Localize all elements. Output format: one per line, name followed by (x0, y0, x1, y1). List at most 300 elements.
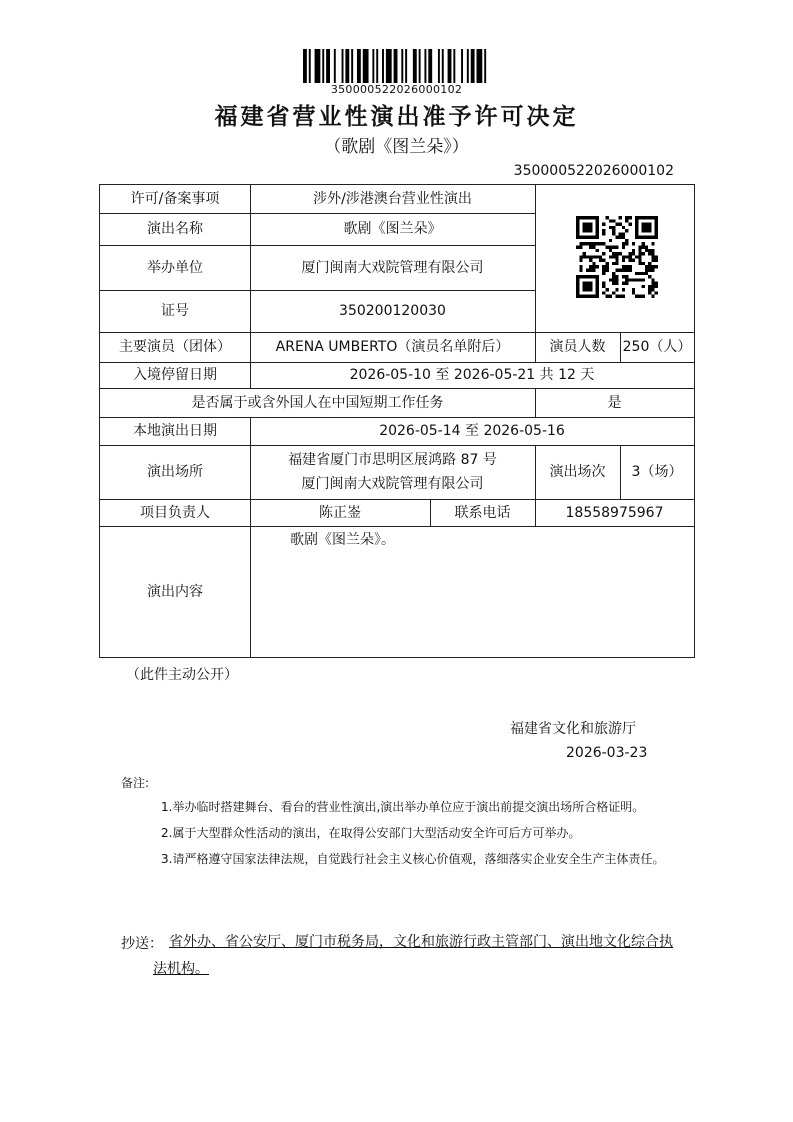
qr-module (628, 223, 631, 226)
qr-module (586, 255, 589, 258)
qr-module (638, 249, 641, 252)
qr-module (632, 252, 635, 255)
qr-module (609, 239, 612, 242)
qr-module (579, 246, 582, 249)
qr-module (648, 275, 651, 278)
public-disclosure-note: （此件主动公开） (126, 667, 238, 683)
qr-module (638, 236, 641, 239)
cc-recipients-text: 省外办、省公安厅、厦门市税务局，文化和旅游行政主管部门、演出地文化综合执法机构。 (153, 934, 673, 977)
qr-module (638, 255, 641, 258)
qr-module (655, 232, 658, 235)
qr-module (635, 232, 638, 235)
content-value: 歌剧《图兰朵》。 (290, 532, 395, 548)
qr-module (638, 272, 641, 275)
qr-module (612, 272, 615, 275)
qr-module (596, 288, 599, 291)
qr-module (602, 223, 605, 226)
qr-module (612, 262, 615, 265)
qr-module (596, 223, 599, 226)
qr-module (622, 275, 625, 278)
qr-module (583, 255, 586, 258)
qr-module (615, 255, 618, 258)
qr-module (622, 226, 625, 229)
document-title: 福建省营业性演出准予许可决定 (214, 104, 579, 130)
qr-module (648, 252, 651, 255)
qr-module (619, 252, 622, 255)
qr-module (592, 262, 595, 265)
barcode-bar (477, 49, 483, 83)
qr-module (602, 259, 605, 262)
qr-module (645, 249, 648, 252)
issue-date: 2026-03-23 (566, 745, 648, 761)
qr-module (655, 285, 658, 288)
qr-module (609, 295, 612, 298)
qr-module (615, 246, 618, 249)
qr-module (615, 223, 618, 226)
qr-module (609, 249, 612, 252)
barcode-bar (345, 49, 349, 83)
barcode-bar (334, 49, 336, 83)
qr-module (576, 236, 579, 239)
barcode-bar (351, 49, 353, 83)
qr-module (576, 232, 579, 235)
qr-module (648, 291, 651, 294)
qr-module (579, 259, 582, 262)
foreign-work-value: 是 (607, 394, 622, 411)
document-number: 350000522026000102 (513, 163, 674, 179)
qr-module (628, 265, 631, 268)
show-name-value: 歌剧《图兰朵》 (343, 221, 442, 237)
qr-module (589, 268, 592, 271)
qr-module (642, 229, 645, 232)
barcode-bar (405, 49, 407, 83)
qr-module (622, 265, 625, 268)
qr-module (596, 265, 599, 268)
qr-module (596, 255, 599, 258)
qr-module (579, 295, 582, 298)
barcode-bar (326, 49, 330, 83)
qr-module (596, 285, 599, 288)
qr-module (632, 291, 635, 294)
qr-module (579, 275, 582, 278)
qr-module (596, 282, 599, 285)
qr-module (596, 226, 599, 229)
qr-module (625, 229, 628, 232)
qr-module (632, 278, 635, 281)
qr-module (586, 268, 589, 271)
barcode-bar (322, 49, 324, 83)
cc-label: 抄送： (121, 936, 163, 952)
organizer-value: 厦门闽南大戏院管理有限公司 (301, 259, 484, 276)
qr-module (645, 229, 648, 232)
note-item: 2.属于大型群众性活动的演出，在取得公安部门大型活动安全许可后方可举办。 (161, 826, 581, 840)
qr-module (606, 262, 609, 265)
qr-module (586, 229, 589, 232)
qr-module (648, 268, 651, 271)
qr-module (645, 272, 648, 275)
qr-module (642, 216, 645, 219)
qr-module (645, 246, 648, 249)
qr-module (651, 252, 654, 255)
qr-module (596, 275, 599, 278)
qr-module (622, 288, 625, 291)
qr-module (583, 252, 586, 255)
barcode-bar (419, 49, 421, 83)
barcode-bar (401, 49, 403, 83)
permit-table (99, 184, 695, 658)
sessions-label: 演出场次 (549, 464, 606, 480)
qr-module (579, 216, 582, 219)
qr-module (602, 232, 605, 235)
qr-module (651, 265, 654, 268)
venue-address: 福建省厦门市思明区展鸿路 87 号 (288, 452, 497, 468)
qr-module (632, 288, 635, 291)
qr-module (622, 236, 625, 239)
qr-module (642, 262, 645, 265)
barcode-bar (424, 49, 426, 83)
venue-label: 演出场所 (147, 464, 203, 480)
qr-code (576, 216, 658, 298)
qr-module (651, 268, 654, 271)
qr-module (589, 285, 592, 288)
qr-module (583, 216, 586, 219)
qr-module (655, 229, 658, 232)
qr-module (612, 282, 615, 285)
barcode (303, 49, 490, 83)
qr-module (628, 268, 631, 271)
qr-module (648, 265, 651, 268)
qr-module (592, 236, 595, 239)
qr-module (583, 229, 586, 232)
sessions-value: 3（场） (631, 464, 683, 480)
qr-module (635, 229, 638, 232)
license-type-value: 涉外/涉港澳台营业性演出 (313, 191, 472, 207)
qr-module (625, 278, 628, 281)
qr-module (583, 236, 586, 239)
qr-module (648, 229, 651, 232)
qr-module (606, 268, 609, 271)
qr-module (655, 236, 658, 239)
qr-module (655, 223, 658, 226)
qr-module (589, 223, 592, 226)
barcode-bar (438, 49, 440, 83)
qr-module (609, 278, 612, 281)
qr-module (622, 295, 625, 298)
notes-heading: 备注: (121, 776, 150, 790)
qr-module (612, 229, 615, 232)
qr-module (589, 275, 592, 278)
qr-module (648, 262, 651, 265)
qr-module (609, 255, 612, 258)
qr-module (619, 216, 622, 219)
barcode-bar (413, 49, 417, 83)
cert-no-label: 证号 (161, 303, 189, 319)
qr-module (638, 246, 641, 249)
qr-module (576, 246, 579, 249)
barcode-bar (453, 49, 455, 83)
qr-module (576, 219, 579, 222)
qr-module (609, 226, 612, 229)
qr-module (628, 278, 631, 281)
qr-module (576, 216, 579, 219)
qr-module (635, 226, 638, 229)
qr-module (625, 282, 628, 285)
local-dates-value: 2026-05-14 至 2026-05-16 (379, 423, 565, 439)
qr-module (612, 219, 615, 222)
qr-module (583, 282, 586, 285)
phone-label: 联系电话 (454, 504, 511, 521)
qr-module (596, 236, 599, 239)
qr-module (576, 282, 579, 285)
qr-module (596, 219, 599, 222)
qr-module (642, 272, 645, 275)
qr-module (648, 226, 651, 229)
qr-module (655, 219, 658, 222)
qr-module (622, 255, 625, 258)
performer-count-label: 演员人数 (549, 339, 606, 355)
barcode-bar (382, 49, 384, 83)
qr-module (602, 282, 605, 285)
qr-module (645, 265, 648, 268)
qr-module (579, 236, 582, 239)
qr-module (576, 285, 579, 288)
qr-module (655, 259, 658, 262)
qr-module (586, 242, 589, 245)
qr-module (635, 219, 638, 222)
qr-module (589, 229, 592, 232)
qr-module (651, 216, 654, 219)
qr-module (638, 262, 641, 265)
qr-module (602, 272, 605, 275)
qr-module (606, 246, 609, 249)
qr-module (625, 242, 628, 245)
qr-module (635, 223, 638, 226)
qr-module (615, 278, 618, 281)
qr-module (622, 282, 625, 285)
license-type-label: 许可/备案事项 (130, 191, 220, 207)
qr-module (632, 242, 635, 245)
qr-module (602, 291, 605, 294)
qr-module (645, 226, 648, 229)
barcode-bar (309, 49, 311, 83)
qr-module (589, 265, 592, 268)
qr-module (642, 252, 645, 255)
qr-module (615, 262, 618, 265)
show-name-label: 演出名称 (147, 221, 203, 237)
qr-module (622, 268, 625, 271)
qr-module (642, 285, 645, 288)
qr-module (651, 249, 654, 252)
qr-module (596, 242, 599, 245)
qr-module (651, 295, 654, 298)
qr-module (576, 226, 579, 229)
qr-module (625, 265, 628, 268)
qr-module (612, 275, 615, 278)
qr-module (612, 246, 615, 249)
qr-module (638, 252, 641, 255)
qr-module (651, 255, 654, 258)
qr-module (642, 246, 645, 249)
qr-module (645, 216, 648, 219)
qr-module (622, 232, 625, 235)
qr-module (576, 275, 579, 278)
qr-module (655, 216, 658, 219)
qr-module (632, 249, 635, 252)
qr-module (586, 288, 589, 291)
qr-module (592, 246, 595, 249)
main-performers-label: 主要演员（团体） (119, 339, 231, 355)
main-performers-value: ARENA UMBERTO（演员名单附后） (275, 339, 510, 355)
qr-module (606, 288, 609, 291)
qr-module (592, 216, 595, 219)
qr-module (592, 265, 595, 268)
qr-module (596, 291, 599, 294)
qr-module (596, 249, 599, 252)
qr-module (638, 295, 641, 298)
qr-module (622, 259, 625, 262)
qr-module (628, 252, 631, 255)
qr-module (619, 232, 622, 235)
qr-module (609, 219, 612, 222)
qr-module (606, 216, 609, 219)
barcode-bar (484, 49, 486, 83)
qr-module (638, 259, 641, 262)
qr-module (606, 265, 609, 268)
qr-module (625, 219, 628, 222)
qr-module (579, 268, 582, 271)
qr-module (606, 295, 609, 298)
qr-module (592, 268, 595, 271)
qr-module (642, 226, 645, 229)
qr-module (609, 246, 612, 249)
qr-module (619, 295, 622, 298)
qr-module (589, 295, 592, 298)
qr-module (651, 236, 654, 239)
qr-module (651, 285, 654, 288)
qr-module (628, 216, 631, 219)
qr-module (635, 272, 638, 275)
qr-module (596, 278, 599, 281)
qr-module (583, 223, 586, 226)
qr-module (645, 223, 648, 226)
qr-module (642, 242, 645, 245)
barcode-bar (428, 49, 432, 83)
entry-stay-value: 2026-05-10 至 2026-05-21 共 12 天 (349, 367, 595, 383)
qr-module (642, 295, 645, 298)
qr-module (655, 282, 658, 285)
manager-label: 项目负责人 (140, 504, 210, 521)
qr-module (596, 295, 599, 298)
venue-value (250, 445, 535, 499)
qr-module (592, 295, 595, 298)
qr-module (651, 278, 654, 281)
qr-module (583, 288, 586, 291)
phone-value: 18558975967 (565, 504, 664, 521)
qr-module (589, 288, 592, 291)
qr-module (586, 236, 589, 239)
qr-module (655, 255, 658, 258)
barcode-bar (386, 49, 392, 83)
qr-module (651, 259, 654, 262)
qr-module (635, 295, 638, 298)
entry-stay-label: 入境停留日期 (133, 367, 217, 383)
cert-no-value: 350200120030 (339, 303, 446, 319)
qr-module (612, 226, 615, 229)
qr-module (589, 226, 592, 229)
note-item: 1.举办临时搭建舞台、看台的营业性演出,演出举办单位应于演出前提交演出场所合格证明。 (161, 800, 645, 814)
barcode-bar (342, 49, 344, 83)
qr-module (619, 268, 622, 271)
barcode-bar (372, 49, 374, 83)
barcode-bar (394, 49, 398, 83)
qr-module (586, 216, 589, 219)
barcode-bar (442, 49, 444, 83)
qr-module (612, 278, 615, 281)
qr-module (628, 255, 631, 258)
qr-module (635, 255, 638, 258)
qr-module (586, 295, 589, 298)
qr-module (586, 223, 589, 226)
qr-module (576, 291, 579, 294)
qr-module (612, 252, 615, 255)
qr-module (576, 229, 579, 232)
qr-module (579, 265, 582, 268)
qr-module (599, 259, 602, 262)
qr-module (642, 278, 645, 281)
qr-module (632, 259, 635, 262)
qr-module (602, 265, 605, 268)
barcode-bar (376, 49, 378, 83)
note-item: 3.请严格遵守国家法律法规，自觉践行社会主义核心价值观，落细落实企业安全生产主体责任。 (161, 852, 665, 866)
qr-module (651, 288, 654, 291)
qr-module (615, 259, 618, 262)
qr-module (602, 252, 605, 255)
qr-module (642, 223, 645, 226)
qr-module (592, 255, 595, 258)
barcode-bar (363, 49, 369, 83)
document-subtitle: （歌剧《图兰朵》） (324, 137, 469, 157)
qr-module (615, 236, 618, 239)
content-label: 演出内容 (147, 583, 203, 600)
qr-module (589, 282, 592, 285)
barcode-bar (357, 49, 361, 83)
qr-module (638, 278, 641, 281)
qr-module (592, 242, 595, 245)
qr-module (612, 291, 615, 294)
qr-module (586, 282, 589, 285)
qr-module (615, 282, 618, 285)
qr-module (579, 242, 582, 245)
qr-module (596, 216, 599, 219)
foreign-work-label: 是否属于或含外国人在中国短期工作任务 (191, 394, 444, 411)
qr-module (599, 242, 602, 245)
qr-module (589, 242, 592, 245)
qr-module (625, 268, 628, 271)
qr-module (648, 223, 651, 226)
qr-module (596, 232, 599, 235)
qr-module (635, 216, 638, 219)
qr-module (648, 288, 651, 291)
qr-module (619, 236, 622, 239)
qr-module (635, 236, 638, 239)
qr-module (648, 285, 651, 288)
qr-module (615, 288, 618, 291)
qr-module (615, 268, 618, 271)
qr-module (579, 255, 582, 258)
qr-module (655, 265, 658, 268)
qr-module (586, 285, 589, 288)
qr-module (615, 295, 618, 298)
